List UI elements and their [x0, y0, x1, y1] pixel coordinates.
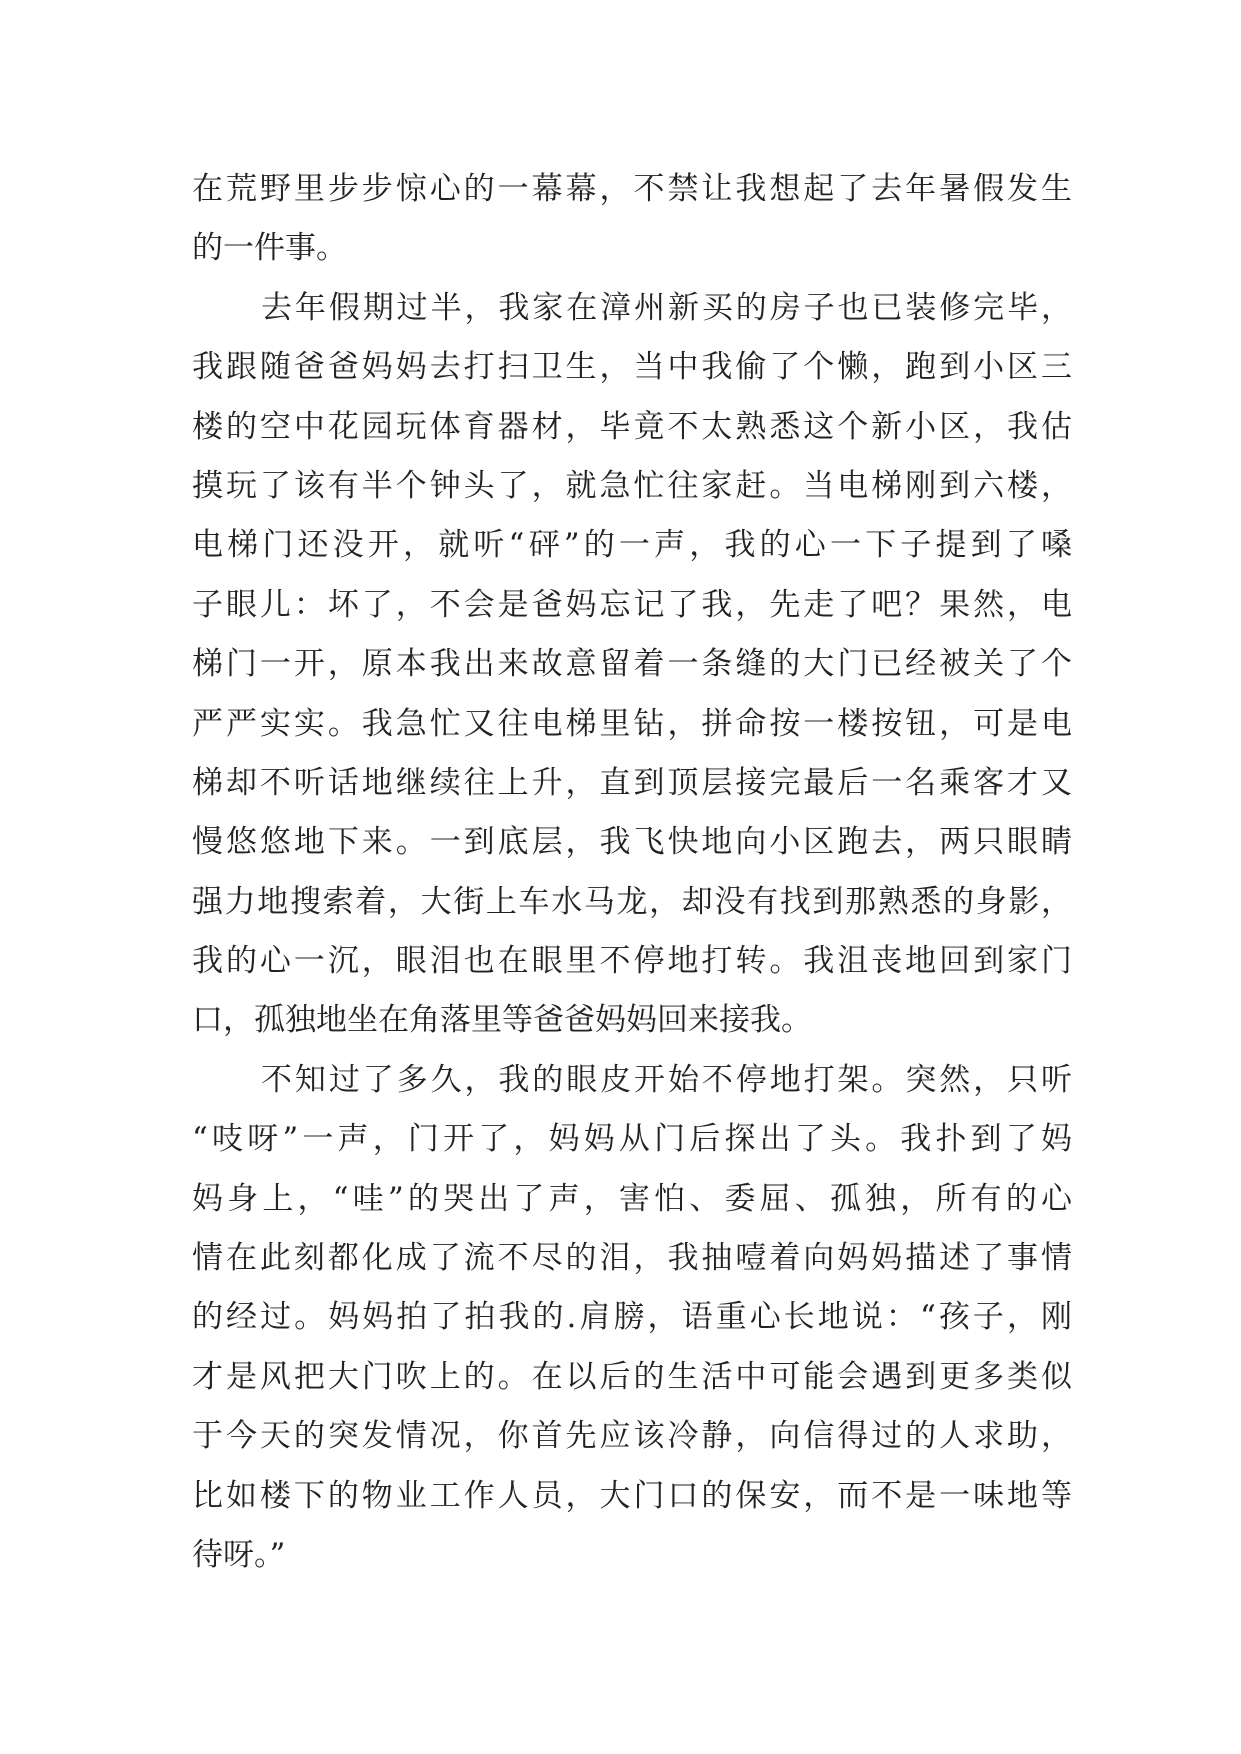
text-line: “吱呀”一声，门开了，妈妈从门后探出了头。我扑到了妈 — [192, 1121, 1072, 1158]
text-line: 我的心一沉，眼泪也在眼里不停地打转。我沮丧地回到家门 — [192, 943, 1072, 980]
text-line: 去年假期过半，我家在漳州新买的房子也已装修完毕， — [261, 289, 1072, 326]
text-line: 电梯门还没开，就听“砰”的一声，我的心一下子提到了嗓 — [192, 527, 1072, 564]
document-page — [192, 160, 1072, 1585]
text-line: 的经过。妈妈拍了拍我的.肩膀，语重心长地说：“孩子，刚 — [192, 1299, 1072, 1336]
text-line: 待呀。” — [192, 1536, 286, 1573]
text-line: 我跟随爸爸妈妈去打扫卫生，当中我偷了个懒，跑到小区三 — [192, 349, 1072, 386]
text-line: 才是风把大门吹上的。在以后的生活中可能会遇到更多类似 — [192, 1358, 1072, 1395]
text-line: 口，孤独地坐在角落里等爸爸妈妈回来接我。 — [192, 1002, 812, 1039]
text-line: 不知过了多久，我的眼皮开始不停地打架。突然，只听 — [261, 1061, 1072, 1098]
text-line: 在荒野里步步惊心的一幕幕，不禁让我想起了去年暑假发生 — [192, 171, 1072, 207]
text-line: 摸玩了该有半个钟头了，就急忙往家赶。当电梯刚到六楼， — [192, 467, 1072, 504]
text-line: 的一件事。 — [192, 230, 347, 267]
text-line: 子眼儿：坏了，不会是爸妈忘记了我，先走了吧？果然，电 — [192, 586, 1072, 623]
text-line: 楼的空中花园玩体育器材，毕竟不太熟悉这个新小区，我估 — [192, 408, 1072, 445]
paragraph-2 — [192, 279, 1072, 1051]
text-line: 严严实实。我急忙又往电梯里钻，拼命按一楼按钮，可是电 — [192, 705, 1072, 742]
text-line: 梯却不听话地继续往上升，直到顶层接完最后一名乘客才又 — [192, 764, 1072, 801]
paragraph-3 — [192, 1051, 1072, 1586]
text-line: 情在此刻都化成了流不尽的泪，我抽噎着向妈妈描述了事情 — [192, 1240, 1072, 1277]
text-line: 比如楼下的物业工作人员，大门口的保安，而不是一味地等 — [192, 1477, 1072, 1514]
text-line: 梯门一开，原本我出来故意留着一条缝的大门已经被关了个 — [192, 646, 1072, 683]
paragraph-1 — [192, 160, 1072, 279]
text-line: 慢悠悠地下来。一到底层，我飞快地向小区跑去，两只眼睛 — [192, 824, 1072, 861]
text-line: 强力地搜索着，大街上车水马龙，却没有找到那熟悉的身影， — [192, 883, 1072, 920]
text-line: 妈身上，“哇”的哭出了声，害怕、委屈、孤独，所有的心 — [192, 1180, 1072, 1217]
text-line: 于今天的突发情况，你首先应该冷静，向信得过的人求助， — [192, 1418, 1072, 1455]
